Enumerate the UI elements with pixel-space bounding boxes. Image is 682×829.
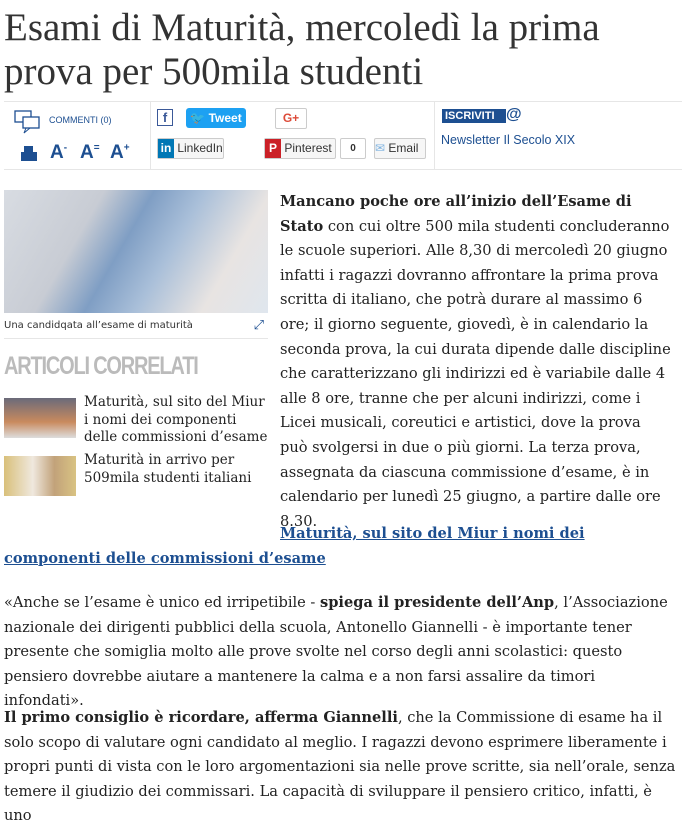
pinterest-count: 0: [340, 138, 366, 159]
linkedin-icon: in: [158, 139, 174, 158]
font-increase-label: A: [110, 142, 124, 163]
comments-link[interactable]: COMMENTI (0): [49, 115, 112, 125]
caption-text: Una candidqata all’esame di maturità: [4, 320, 193, 331]
font-decrease-label: A: [50, 142, 64, 163]
related-article-link[interactable]: Maturità, sul sito del Miur i nomi dei componenti delle commissioni d’esame: [4, 525, 585, 567]
font-decrease-button[interactable]: A-: [50, 142, 68, 163]
subscribe-button[interactable]: [442, 109, 506, 123]
font-reset-label: A: [80, 142, 94, 163]
pinterest-label: Pinterest: [284, 141, 332, 155]
envelope-icon: ✉: [375, 141, 386, 155]
related-heading: ARTICOLI CORRELATI: [4, 352, 198, 380]
email-button[interactable]: [374, 138, 426, 159]
related-thumbnail[interactable]: [4, 398, 76, 438]
paragraph: [4, 706, 676, 829]
related-title[interactable]: Maturità, sul sito del Miur i nomi dei componenti delle commissioni d’esame: [84, 394, 268, 445]
tweet-button[interactable]: 🐦 Tweet: [186, 108, 246, 128]
linkedin-button[interactable]: [157, 138, 224, 159]
paragraph-text: , che la Commissione di esame ha il solo scopo di valutare ogni candidato al meglio. I ragazzi devono esprimere liberamente i propri punti di vista con le loro argomentazioni sia nelle prove scritte, sia nell’orale, senza temere il giudizio dei commissari. La capacità di sviluppare il pensiero critico, infatti, è uno: [4, 709, 676, 825]
print-icon[interactable]: [20, 146, 38, 162]
article-image[interactable]: [4, 190, 268, 313]
paragraph-bold: Il primo consiglio è ricordare, afferma Giannelli: [4, 709, 398, 726]
pinterest-icon: P: [265, 139, 281, 158]
related-thumbnail[interactable]: [4, 456, 76, 496]
expand-icon[interactable]: ⤢: [253, 318, 264, 333]
font-increase-button[interactable]: A+: [110, 142, 130, 163]
quote-text-continued: , l’Associazione nazionale dei dirigenti pubblici della scuola, Antonello Giannelli - è importante tener presente che somiglia molto alle prove svolte nel corso degli anni scolastici: questo pensiero dovrebbe aiutare a mantenere la calma e a non farsi assalire da timori infondati».: [4, 594, 668, 710]
quote-bold: spiega il presidente dell’Anp: [320, 594, 555, 611]
headline: Esami di Maturità, mercoledì la prima prova per 500mila studenti: [4, 6, 600, 93]
email-label: Email: [388, 141, 419, 155]
tweet-label: Tweet: [208, 111, 242, 125]
paragraph: [4, 591, 676, 714]
related-title[interactable]: Maturità in arrivo per 509mila studenti italiani: [84, 452, 252, 486]
linkedin-label: LinkedIn: [177, 141, 223, 155]
at-icon: @: [506, 106, 522, 123]
quote-text: «Anche se l’esame è unico ed irripetibile -: [4, 594, 321, 611]
subscribe-label: ISCRIVITI: [445, 110, 495, 122]
image-caption: [4, 320, 268, 339]
intro-text: con cui oltre 500 mila studenti concluderanno le scuole superiori. Alle 8,30 di mercoledì 20 giugno infatti i ragazzi dovranno affrontare la prima prova scritta di italiano, che potrà durare al massimo 6 ore; il giorno seguente, giovedì, è in calendario la seconda prova, la cui durata dipende dalle discipline che caratterizzano gli indirizzi ed è variabile dalle 4 alle 8 ore, tranne che per alcuni indirizzi, come i Licei musicali, coreutici e artistici, dove la prova può svolgersi in due o più giorni. La terza prova, assegnata da ciascuna commissione d’esame, è in calendario per lunedì 25 giugno, a partire dalle ore 8.30.: [280, 217, 671, 530]
article-intro: [280, 190, 672, 534]
facebook-share-button[interactable]: f: [157, 109, 173, 126]
article-toolbar: [4, 101, 682, 170]
pinterest-button[interactable]: [264, 138, 336, 159]
newsletter-link[interactable]: Newsletter Il Secolo XIX: [441, 133, 576, 147]
related-link-paragraph: [4, 522, 676, 571]
google-plus-button[interactable]: G+: [275, 108, 307, 129]
intro-bold: Mancano poche ore all’inizio dell’Esame di Stato: [280, 193, 632, 235]
font-reset-button[interactable]: A=: [80, 142, 100, 163]
comments-icon[interactable]: [14, 110, 44, 134]
